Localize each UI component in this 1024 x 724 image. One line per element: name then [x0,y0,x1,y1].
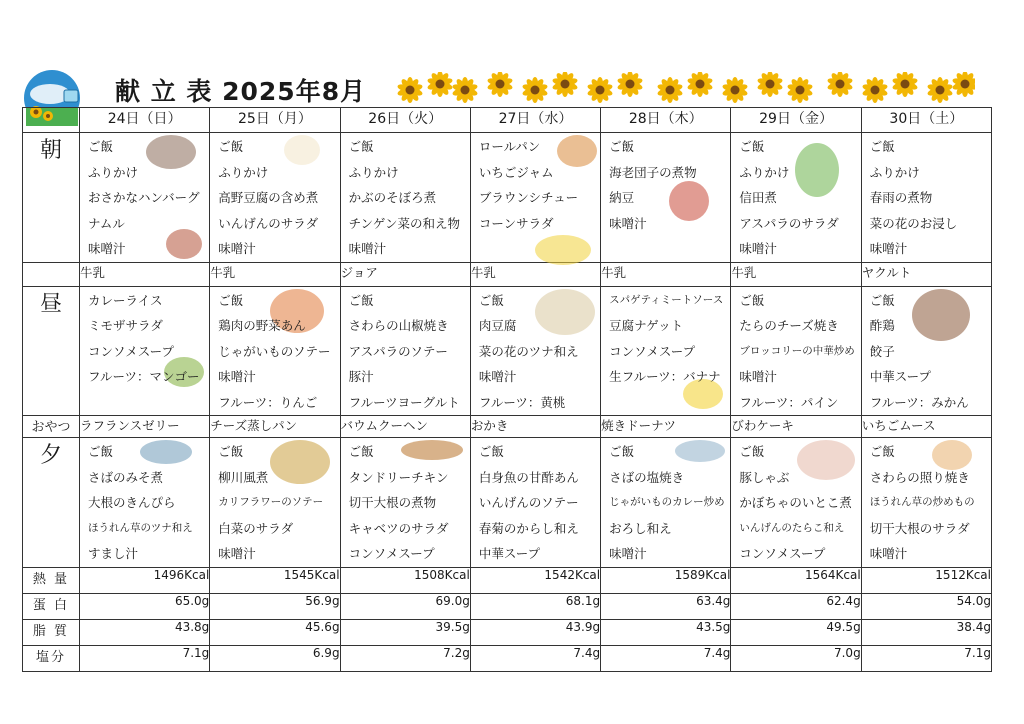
day-header-row [23,108,992,133]
page-title: 献 立 表 2025年8月 [115,77,367,106]
menu-item: 切干大根の煮物 [348,495,437,510]
menu-item: キャベツのサラダ [348,520,449,536]
lunch-cell [470,286,600,416]
snack-item: いちごムース [861,416,991,438]
menu-item: かぼちゃのいとこ煮 [739,495,852,510]
menu-item: チンゲン菜の和え物 [348,215,460,231]
menu-item [609,390,730,416]
nutrition-value: 7.1g [861,645,991,671]
breakfast-cell [731,133,861,263]
menu-item: ブロッコリーの中華炒め [739,344,855,357]
menu-item: じゃがいものソテー [218,343,331,359]
nutrition-value: 1496Kcal [80,567,210,593]
breakfast-row [23,133,992,263]
menu-item: おさかなハンバーグ [88,190,200,205]
menu-item: 大根のきんぴら [88,495,176,510]
nutrition-value: 62.4g [731,593,861,619]
menu-item: フルーツ：黄桃 [478,394,566,410]
menu-item: ロールパン [478,139,541,154]
menu-item: ご飯 [609,139,635,154]
menu-item: 味噌汁 [739,369,777,384]
drink-item: 牛乳 [731,262,861,286]
menu-item: いんげんのサラダ [218,215,319,231]
menu-item: ご飯 [739,139,765,154]
menu-item: コンソメスープ [348,546,435,561]
menu-item: ご飯 [218,292,244,308]
nutrition-value: 54.0g [861,593,991,619]
menu-item: ご飯 [869,139,895,154]
drink-item: ヤクルト [861,262,991,286]
menu-item: ご飯 [869,444,895,459]
snack-label: おやつ [23,416,80,438]
menu-item: コンソメスープ [739,546,826,561]
nutrition-value: 69.0g [340,593,470,619]
nutrition-label: 熱 量 [23,567,80,593]
menu-item: かぶのそぼろ煮 [348,190,437,205]
menu-item: ご飯 [218,444,244,459]
menu-item: 納豆 [609,190,635,205]
menu-item: ナムル [88,215,125,231]
menu-item: 味噌汁 [609,215,647,231]
drink-item: ジョア [340,262,470,286]
menu-item: ご飯 [739,292,765,308]
dinner-cell [210,438,340,568]
breakfast-cell [340,133,470,263]
menu-item: さばのみそ煮 [88,469,164,485]
menu-item: いんげんのソテー [478,495,579,510]
dinner-cell [601,438,731,568]
nutrition-value: 65.0g [80,593,210,619]
menu-item: 白身魚の甘酢あん [478,469,579,485]
menu-item: 味噌汁 [478,369,517,384]
nutrition-value: 7.0g [731,645,861,671]
day-header: 27日（水） [470,108,600,133]
menu-item: おろし和え [609,520,672,536]
menu-item: ご飯 [218,139,244,154]
menu-item: すまし汁 [88,546,139,561]
menu-item: 味噌汁 [869,546,908,561]
menu-item: ご飯 [348,292,374,308]
menu-item: いんげんのたらこ和え [739,521,845,534]
menu-item: ご飯 [869,292,895,308]
nutrition-value: 38.4g [861,619,991,645]
nutrition-value: 6.9g [210,645,340,671]
nutrition-value: 56.9g [210,593,340,619]
nutrition-label: 塩分 [23,645,80,671]
menu-item: ふりかけ [348,164,399,180]
menu-item: フルーツヨーグルト [348,394,460,410]
nutrition-value: 1542Kcal [470,567,600,593]
menu-item: ご飯 [478,292,504,308]
nutrition-value: 1589Kcal [601,567,731,593]
menu-item: 菜の花のお浸し [869,215,958,231]
menu-item: ふりかけ [869,164,920,180]
menu-item: 白菜のサラダ [218,520,294,536]
breakfast-label: 朝 [23,133,80,263]
nutrition-label: 脂 質 [23,619,80,645]
menu-item: 味噌汁 [218,241,256,256]
menu-item: 肉豆腐 [478,318,517,333]
menu-item: 柳川風煮 [218,469,269,485]
day-header: 30日（土） [861,108,991,133]
menu-item: フルーツ：マンゴー [88,369,200,384]
menu-item: 海老団子の煮物 [609,164,697,180]
menu-item: スパゲティミートソース [609,293,724,306]
menu-item: ご飯 [88,444,114,459]
menu-item: フルーツ：りんご [218,394,318,410]
menu-item: ご飯 [478,444,504,459]
menu-item: 切干大根のサラダ [869,520,970,536]
page-header [20,68,1000,108]
menu-item: ふりかけ [88,164,139,180]
menu-item: 味噌汁 [739,241,777,256]
dinner-cell [470,438,600,568]
menu-item: コーンサラダ [478,215,554,231]
menu-item: ご飯 [348,444,374,459]
dinner-cell [731,438,861,568]
menu-item: さわらの照り焼き [869,469,970,485]
drink-row [23,262,992,286]
menu-item: コンソメスープ [88,343,175,359]
nutrition-value: 1545Kcal [210,567,340,593]
nutrition-row [23,593,992,619]
snack-item: 焼きドーナツ [601,416,731,438]
menu-item: 味噌汁 [869,241,908,256]
nutrition-value: 43.5g [601,619,731,645]
lunch-cell [210,286,340,416]
nutrition-value: 1512Kcal [861,567,991,593]
menu-item: 豆腐ナゲット [609,318,684,333]
menu-item: ご飯 [739,444,765,459]
menu-item: ブラウンシチュー [478,190,579,205]
menu-item: ふりかけ [218,164,269,180]
menu-item: 信田煮 [739,190,777,205]
menu-item: アスパラのソテー [348,343,448,359]
nutrition-value: 7.1g [80,645,210,671]
nutrition-value: 43.8g [80,619,210,645]
menu-item: 中華スープ [869,369,931,384]
menu-item: ご飯 [609,444,635,459]
nutrition-value: 49.5g [731,619,861,645]
menu-item: 春雨の煮物 [869,190,933,205]
snack-item: ラフランスゼリー [80,416,210,438]
nutrition-value: 43.9g [470,619,600,645]
menu-item: ふりかけ [739,164,790,180]
menu-item: ミモザサラダ [88,318,163,333]
menu-item: カリフラワーのソテー [218,496,324,508]
menu-item: 中華スープ [478,546,541,561]
menu-item: 高野豆腐の含め煮 [218,190,319,205]
lunch-row [23,286,992,416]
lunch-cell [340,286,470,416]
breakfast-cell [80,133,210,263]
breakfast-cell [601,133,731,263]
menu-item: カレーライス [88,292,163,308]
nutrition-value: 1508Kcal [340,567,470,593]
lunch-label: 昼 [23,286,80,416]
menu-item: ほうれん草のツナ和え [88,521,193,534]
nutrition-value: 45.6g [210,619,340,645]
lunch-cell [861,286,991,416]
breakfast-cell [470,133,600,263]
dinner-cell [861,438,991,568]
menu-item: 味噌汁 [348,241,387,256]
menu-item: 鶏肉の野菜あん [218,318,306,333]
dinner-cell [80,438,210,568]
drink-item: 牛乳 [601,262,731,286]
menu-item: さばの塩焼き [609,469,685,485]
breakfast-cell [210,133,340,263]
nutrition-label: 蛋 白 [23,593,80,619]
menu-item: 味噌汁 [88,241,126,256]
menu-item: さわらの山椒焼き [348,318,449,333]
lunch-cell [731,286,861,416]
snack-item: バウムクーヘン [340,416,470,438]
snack-item: おかき [470,416,600,438]
menu-item: 菜の花のツナ和え [478,343,579,359]
day-header: 24日（日） [80,108,210,133]
menu-item: ご飯 [348,139,374,154]
lunch-cell [80,286,210,416]
sunflower-border-icon [385,72,975,106]
lunch-cell [601,286,731,416]
snack-item: びわケーキ [731,416,861,438]
menu-item: いちごジャム [478,164,554,180]
drink-label-cell [23,262,80,286]
nutrition-value: 7.4g [601,645,731,671]
menu-item: タンドリーチキン [348,469,449,485]
menu-item: 味噌汁 [218,546,256,561]
drink-item: 牛乳 [210,262,340,286]
nutrition-row [23,619,992,645]
nutrition-value: 1564Kcal [731,567,861,593]
menu-item [479,236,600,262]
nutrition-value: 7.2g [340,645,470,671]
menu-item: アスパラのサラダ [739,215,839,231]
drink-item: 牛乳 [80,262,210,286]
dinner-cell [340,438,470,568]
day-header: 28日（木） [601,108,731,133]
nutrition-value: 7.4g [470,645,600,671]
menu-item: コンソメスープ [609,343,696,359]
day-header: 29日（金） [731,108,861,133]
menu-item: じゃがいものカレー炒め [609,496,725,508]
menu-item: ご飯 [88,139,114,154]
menu-item: 生フルーツ：バナナ [609,369,721,384]
dinner-label: 夕 [23,438,80,568]
breakfast-cell [861,133,991,263]
menu-item: 豚しゃぶ [739,469,790,485]
menu-item [88,390,209,416]
menu-item: 酢鶏 [869,318,895,333]
day-header: 25日（月） [210,108,340,133]
menu-item: 春菊のからし和え [478,520,579,536]
corner-cell [23,108,80,133]
nutrition-value: 39.5g [340,619,470,645]
menu-item: フルーツ：パイン [739,394,839,410]
menu-item: フルーツ：みかん [869,394,969,410]
menu-item: 味噌汁 [609,546,647,561]
nutrition-row [23,645,992,671]
menu-item: 味噌汁 [218,369,256,384]
snack-row [23,416,992,438]
snack-item: チーズ蒸しパン [210,416,340,438]
nutrition-value: 63.4g [601,593,731,619]
menu-item: 餃子 [869,343,895,359]
menu-item: ほうれん草の炒めもの [869,496,975,508]
drink-item: 牛乳 [470,262,600,286]
menu-table [22,107,992,672]
menu-item: たらのチーズ焼き [739,318,839,333]
day-header: 26日（火） [340,108,470,133]
menu-item [609,236,730,262]
nutrition-row [23,567,992,593]
nutrition-value: 68.1g [470,593,600,619]
dinner-row [23,438,992,568]
menu-item: 豚汁 [348,369,374,384]
